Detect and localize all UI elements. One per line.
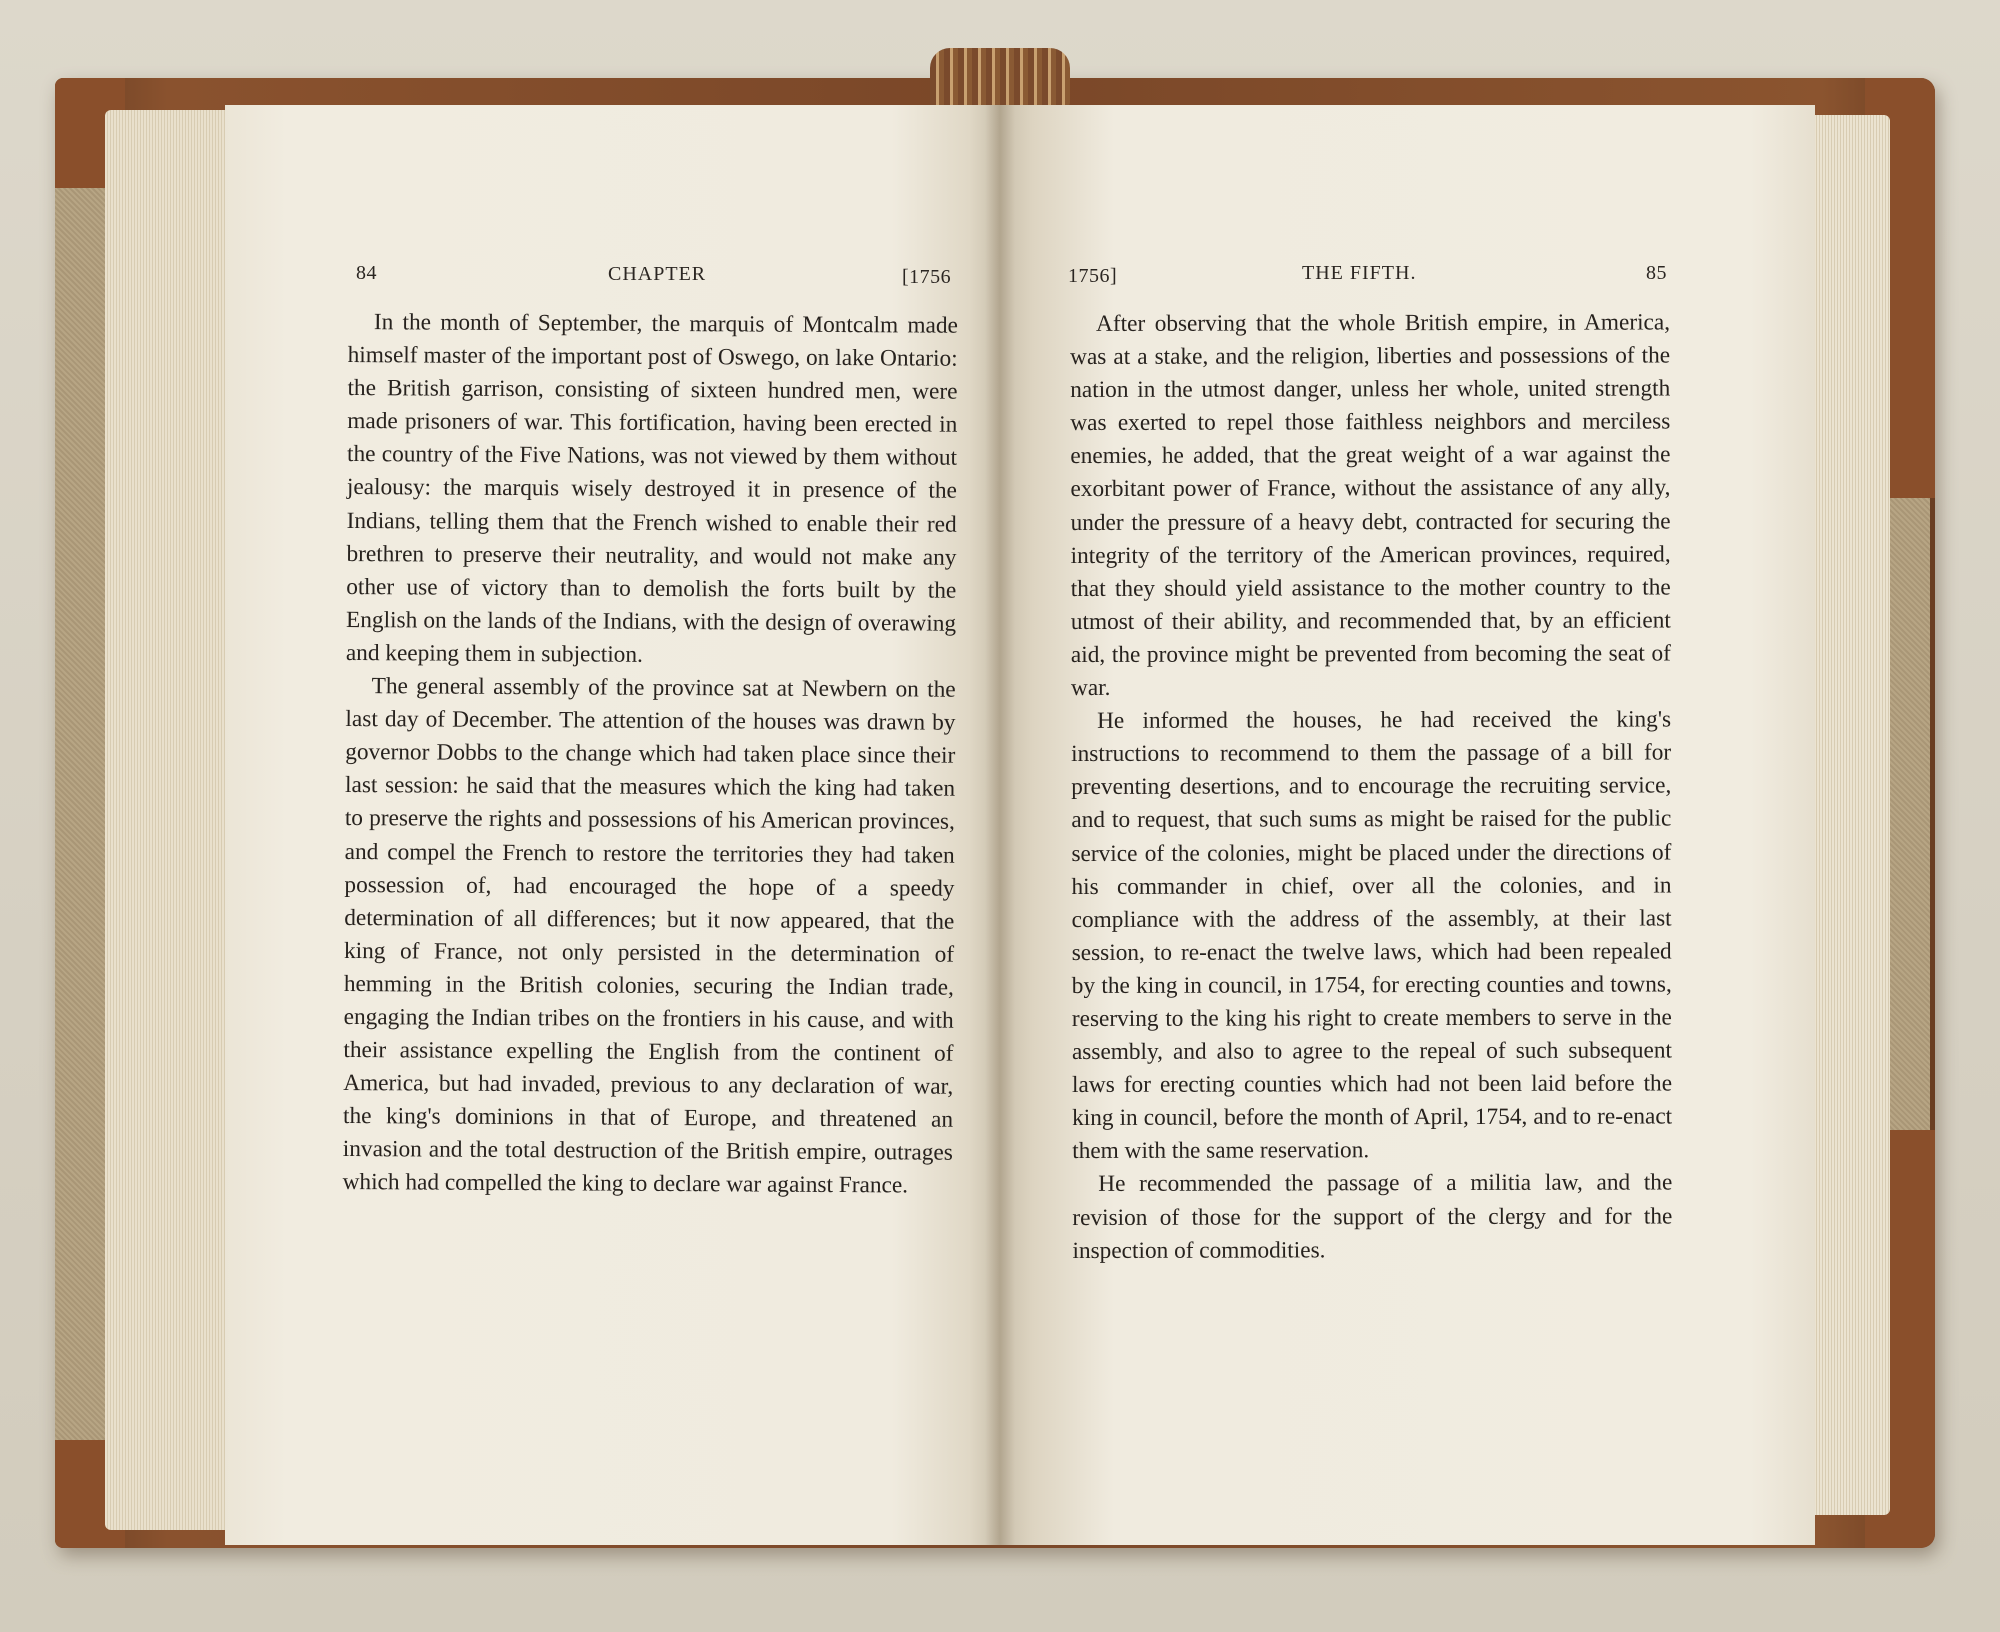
right-paragraph-1: After observing that the whole British empire, in America, was at a stake, and the religion, liberties and possessions of the nation in the utmost danger, unless her whole, united strength was exerted to repel those faithless neighbors and merciless enemies, he added, that the great weight of a war against the exorbitant power of France, without the assistance of any ally, under the pressure of a heavy debt, contracted for securing the integrity of the territory of the American provinces, required, that they should yield assistance to the mother country to the utmost of their ability, and recommended that, by an efficient aid, the province might be prevented from becoming the seat of war. — [1070, 309, 1671, 702]
cover-cloth-left — [55, 170, 105, 1490]
right-page-number: 85 — [1646, 262, 1667, 284]
left-year-marker: [1756 — [902, 266, 952, 288]
right-paragraph-3: He recommended the passage of a militia law, and the revision of those for the support of the clergy and for the inspection of commodities. — [1072, 1169, 1673, 1264]
left-paragraph-2: The general assembly of the province sat at Newbern on the last day of December. The attention of the houses was drawn by governor Dobbs to the change which had taken place since their last session: he said that the measures which the king had taken to preserve the rights and possessions of his American provinces, and compel the French to restore the territories they had taken possession of, had encouraged the hope of a speedy determination of all differences; but it now appeared, that the king of France, not only persisted in the determination of hemming in the British colonies, securing the Indian trade, engaging the Indian tribes on the frontiers in his cause, and with their assistance expelling the English from the continent of America, but had invaded, previous to any declaration of war, the king's dominions in that of Europe, and threatened an invasion and the total destruction of the British empire, outrages which had compelled the king to declare war against France. — [342, 673, 956, 1199]
right-page-body — [1070, 306, 1673, 1267]
book-gutter — [985, 105, 1015, 1545]
left-running-head: CHAPTER — [608, 263, 707, 285]
right-year-marker: 1756] — [1068, 265, 1118, 287]
left-page-number: 84 — [356, 262, 377, 284]
book-headband — [930, 48, 1070, 108]
left-paragraph-1: In the month of September, the marquis of Montcalm made himself master of the important post of Oswego, on lake Ontario: the British garrison, consisting of sixteen hundred men, were made prisoners of war. This fortification, having been erected in the country of the Five Nations, was not viewed by them without jealousy: the marquis wisely destroyed it in presence of the Indians, telling them that the French wished to enable their red brethren to preserve their neutrality, and would not make any other use of victory than to demolish the forts built by the English on the lands of the Indians, with the design of overawing and keeping them in subjection. — [345, 309, 958, 668]
right-paragraph-2: He informed the houses, he had received the king's instructions to recommend to them the passage of a bill for preventing desertions, and to encourage the recruiting service, and to request, that such sums as might be raised for the public service of the colonies, might be placed under the directions of his commander in chief, over all the colonies, and in compliance with the address of the assembly, at their last session, to re-enact the twelve laws, which had been repealed by the king in council, in 1754, for erecting counties and towns, reserving to the king his right to create members to serve in the assembly, and also to agree to the repeal of such subsequent laws for erecting counties which had not been laid before the king in council, before the month of April, 1754, and to re-enact them with the same reservation. — [1071, 706, 1673, 1165]
page-block-edge-right — [1810, 115, 1890, 1515]
right-running-head: THE FIFTH. — [1302, 262, 1417, 284]
left-page-body — [343, 306, 958, 1203]
page-block-edge-left — [105, 110, 230, 1530]
